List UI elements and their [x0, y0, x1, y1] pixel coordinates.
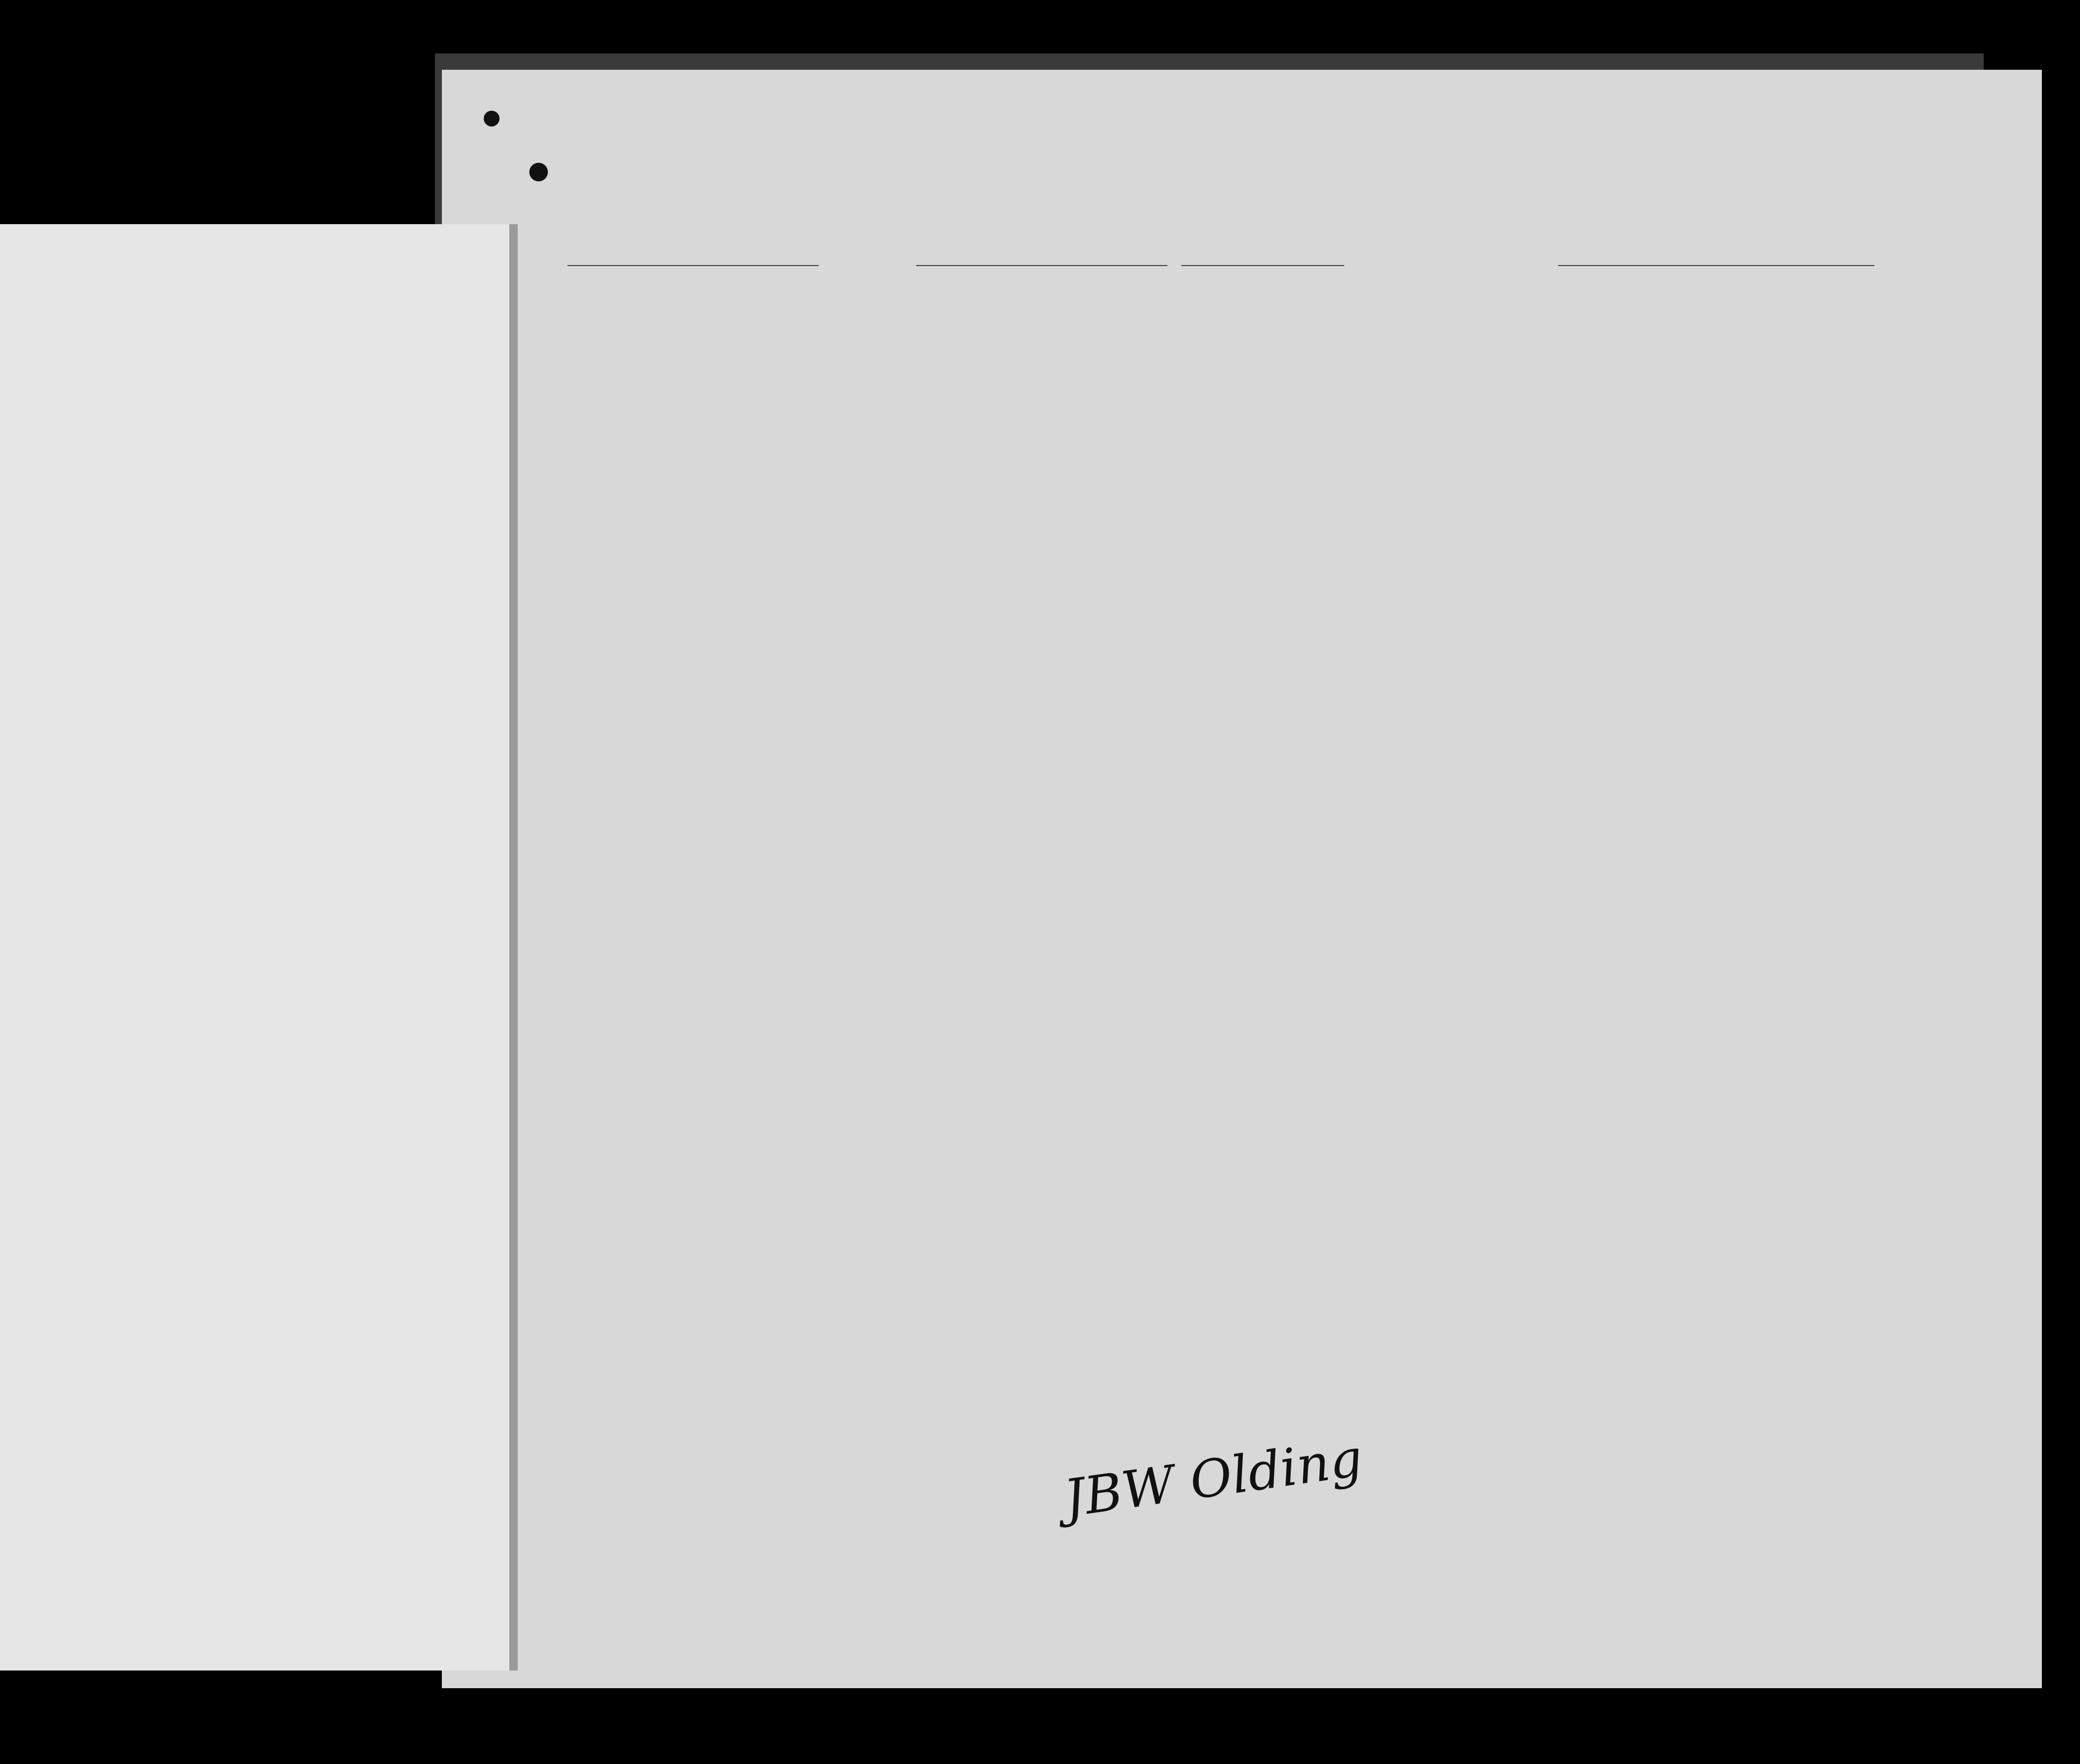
discharged-seamen-grid [0, 224, 509, 1671]
discharged-seamen-sheet [0, 224, 518, 1671]
inspector-signature: JBW Olding [1060, 1428, 1366, 1529]
manifest-page [442, 70, 2042, 1688]
